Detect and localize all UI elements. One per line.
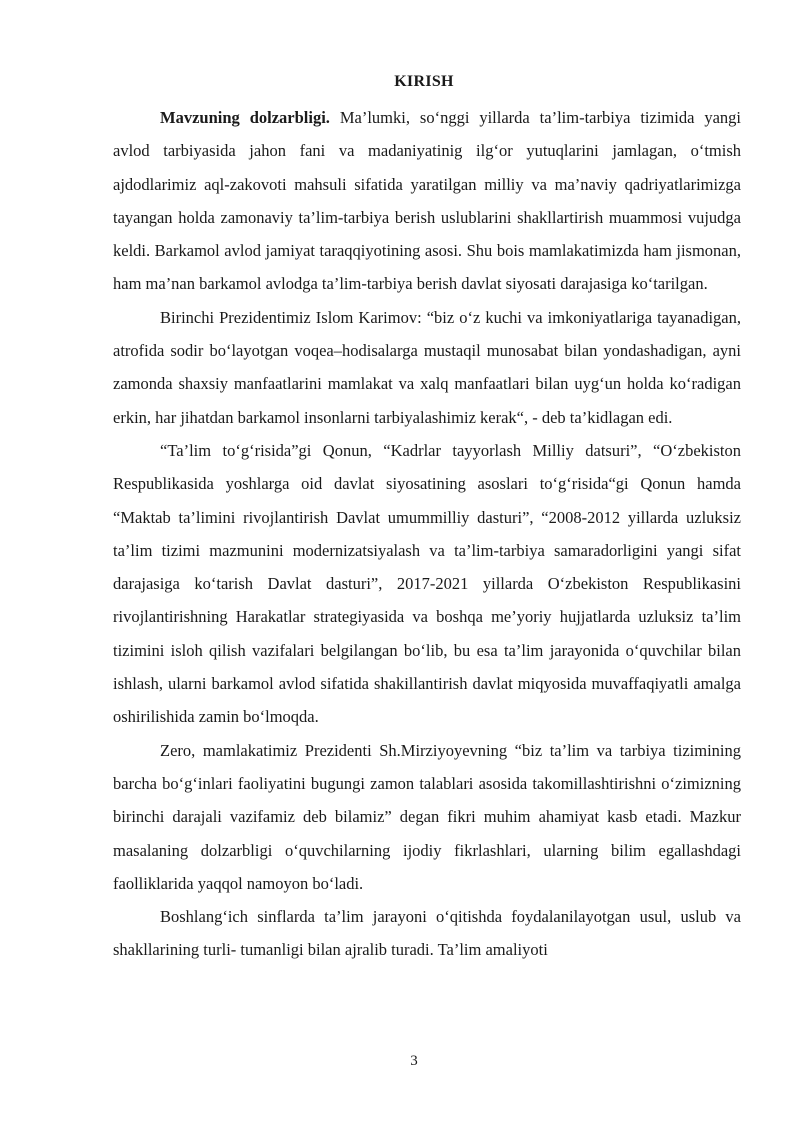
paragraph-text: Ma’lumki, so‘nggi yillarda ta’lim-tarbiya tizimida yangi avlod tarbiyasida jahon fani va madaniyatinig ilg‘or yutuqlarini jamlagan, o‘tmish ajdodlarimiz aql-zakovoti mahsuli sifatida yaratilgan milliy va ma’naviy qadriyatlarimizga tayangan holda zamonaviy ta’lim-tarbiya berish uslublarini shakllartirish muammosi vujudga keldi. Barkamol avlod jamiyat taraqqiyotining asosi. Shu bois mamlakatimizda ham jismonan, ham ma’nan barkamol avlodga ta’lim-tarbiya berish davlat siyosati darajasiga ko‘tarilgan. <box>113 108 741 294</box>
paragraph-2 <box>113 301 741 434</box>
paragraph-3 <box>113 434 741 734</box>
paragraph-text: Boshlang‘ich sinflarda ta’lim jarayoni o‘qitishda foydalanilayotgan usul, uslub va shakllarining turli- tumanligi bilan ajralib turadi. Ta’lim amaliyoti <box>113 907 741 960</box>
paragraph-1 <box>113 101 741 301</box>
paragraph-text: “Ta’lim to‘g‘risida”gi Qonun, “Kadrlar tayyorlash Milliy datsuri”, “O‘zbekiston Respublikasida yoshlarga oid davlat siyosatining asoslari to‘g‘risida“gi Qonun hamda “Maktab ta’limini rivojlantirish Davlat umummilliy dasturi”, “2008-2012 yillarda uzluksiz ta’lim tizimi mazmunini modernizatsiyalash va ta’lim-tarbiya samaradorligini yangi sifat darajasiga ko‘tarish Davlat dasturi”, 2017-2021 yillarda O‘zbekiston Respublikasini rivojlantirishning Harakatlar strategiyasida va boshqa me’yoriy hujjatlarda uzluksiz ta’lim tizimini isloh qilish vazifalari belgilangan bo‘lib, bu esa ta’lim jarayonida o‘quvchilar bilan ishlash, ularni barkamol avlod sifatida shakillantirish davlat miqyosida muvaffaqiyatli amalga oshirilishida zamin bo‘lmoqda. <box>113 440 741 727</box>
paragraph-text: Zero, mamlakatimiz Prezidenti Sh.Mirziyoyevning “biz ta’lim va tarbiya tizimining barcha bo‘g‘inlari faoliyatini bugungi zamon talablari asosida takomillashtirishni o‘zimizning birinchi darajali vazifamiz deb bilamiz” degan fikri muhim ahamiyat kasb etadi. Mazkur masalaning dolzarbligi o‘quvchilarning ijodiy fikrlashlari, ularning bilim egallashdagi faolliklarida yaqqol namoyon bo‘ladi. <box>113 740 741 893</box>
document-body <box>113 101 741 967</box>
paragraph-text: Birinchi Prezidentimiz Islom Karimov: “biz o‘z kuchi va imkoniyatlariga tayanadigan, atrofida sodir bo‘layotgan voqea–hodisalarga mustaqil munosabat bilan yondashadigan, ayni zamonda shaxsiy manfaatlarini mamlakat va xalq manfaatlari bilan uyg‘un holda ko‘radigan erkin, har jihatdan barkamol insonlarni tarbiyalashimiz kerak“, - deb ta’kidlagan edi. <box>113 307 741 427</box>
page-number: 3 <box>410 1053 418 1069</box>
paragraph-4 <box>113 734 741 900</box>
paragraph-lead: Mavzuning dolzarbligi. <box>160 108 330 127</box>
paragraph-5 <box>113 900 741 967</box>
page-title: KIRISH <box>394 73 454 90</box>
